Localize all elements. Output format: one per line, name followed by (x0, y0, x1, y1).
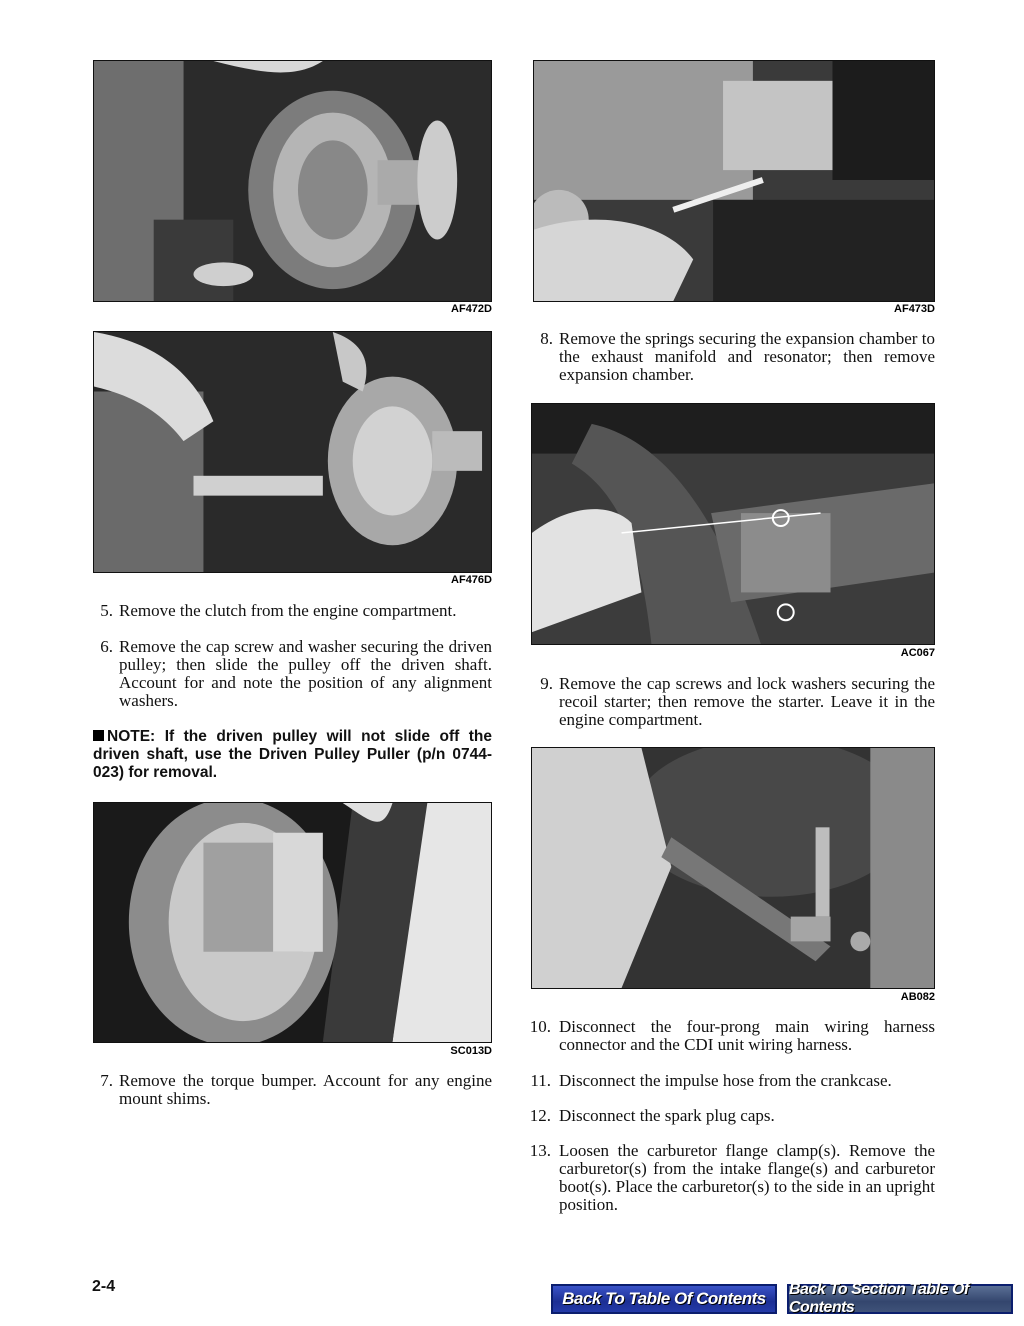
step-8 (533, 330, 935, 384)
step-10 (529, 1017, 935, 1054)
step-5 (93, 602, 492, 620)
step-12 (529, 1106, 935, 1125)
step-number: 5. (100, 601, 113, 620)
step-number: 13. (529, 1141, 551, 1160)
step-number: 10. (529, 1017, 551, 1036)
step-number: 8. (540, 329, 553, 348)
step-number: 11. (530, 1071, 551, 1090)
note-callout (93, 728, 492, 782)
step-number: 6. (100, 637, 113, 656)
figure-caption: AC067 (900, 647, 935, 659)
note-text: NOTE: If the driven pulley will not slide off the driven shaft, use the Driven Pulley Puller (p/n 0744-023) for removal. (93, 728, 492, 781)
step-text: Disconnect the four-prong main wiring harness connector and the CDI unit wiring harness. (559, 1017, 935, 1054)
step-text: Disconnect the impulse hose from the crankcase. (559, 1071, 892, 1090)
back-to-toc-button[interactable]: Back To Table Of Contents (551, 1284, 777, 1314)
step-text: Remove the cap screw and washer securing the driven pulley; then slide the pulley off the driven shaft. Account for and note the position of any alignment washers. (119, 637, 492, 710)
figure-caption: SC013D (450, 1045, 492, 1057)
photo-sc013d (93, 802, 492, 1043)
step-text: Remove the cap screws and lock washers securing the recoil starter; then remove the starter. Leave it in the engine compartment. (559, 674, 935, 729)
step-9 (533, 675, 935, 729)
back-to-section-toc-button[interactable]: Back To Section Table Of Contents (787, 1284, 1013, 1314)
page-number: 2-4 (92, 1278, 116, 1295)
step-7 (93, 1072, 492, 1108)
note-bullet-icon (93, 730, 104, 741)
step-6 (93, 638, 492, 710)
photo-af472d (93, 60, 492, 302)
figure-caption: AB082 (900, 991, 935, 1003)
step-text: Remove the springs securing the expansion chamber to the exhaust manifold and resonator; then remove expansion chamber. (559, 329, 935, 384)
photo-ab082 (531, 747, 935, 989)
step-number: 12. (529, 1106, 551, 1125)
step-13 (529, 1141, 935, 1214)
photo-ac067 (531, 403, 935, 645)
figure-caption: AF476D (451, 574, 492, 586)
step-number: 7. (100, 1071, 113, 1090)
figure-caption: AF473D (894, 303, 935, 315)
photo-af476d (93, 331, 492, 573)
figure-caption: AF472D (451, 303, 492, 315)
step-11 (530, 1071, 935, 1090)
photo-af473d (533, 60, 935, 302)
step-text: Loosen the carburetor flange clamp(s). Remove the carburetor(s) from the intake flange(s) and carburetor boot(s). Place the carburetor(s) to the side in an upright position. (559, 1141, 935, 1214)
step-number: 9. (540, 674, 553, 693)
step-text: Disconnect the spark plug caps. (559, 1106, 775, 1125)
step-text: Remove the torque bumper. Account for any engine mount shims. (119, 1071, 492, 1108)
step-text: Remove the clutch from the engine compartment. (119, 601, 457, 620)
